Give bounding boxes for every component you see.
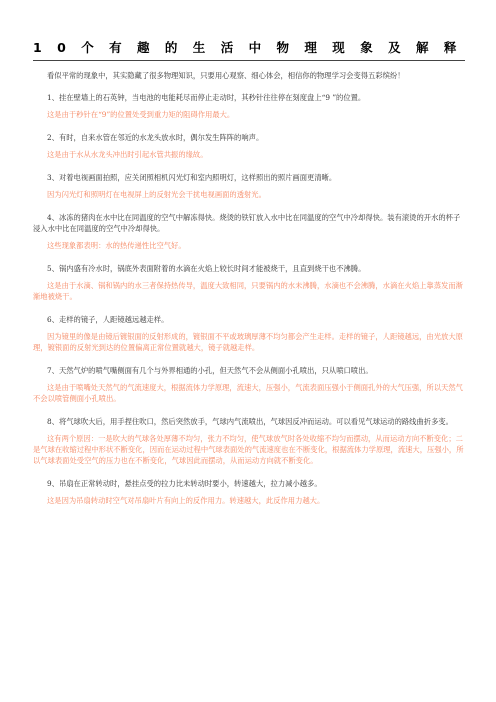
question-text: 4、冰冻的猪肉在水中比在同温度的空气中解冻得快。烧烫的铁钉放入水中比在同温度的空气中冷却得快。装有滚烫的开水的杯子浸入水中比在同温度的空气中冷却得快。 [33,213,461,233]
question-text: 5、锅内盛有冷水时，锅底外表面附着的水滴在火焰上较长时间才能被烧干，且直到烧干也不沸腾。 [47,264,366,273]
intro-paragraph: 看似平常的现象中，其实隐藏了很多物理知识，只要用心观察、细心体会，相信你的物理学习会变得五彩缤纷！ [47,71,405,80]
answer-text: 因为镜里的像是由镜后镀银面的反射形成的，镀银面不平或玻璃厚薄不均匀都会产生走样。走样的镜子，人距镜越远，由光放大原理，镀银面的反射光到达的位置偏离正常位置就越大，镜子就越走样。 [33,332,463,352]
item-9 [33,478,465,506]
question-text: 7、天然气炉的喷气嘴侧面有几个与外界相通的小孔，但天然气不会从侧面小孔喷出，只从喷口喷出。 [47,366,373,375]
answer-text: 这是由于秒针在“9”的位置处受到重力矩的阻碍作用最大。 [47,110,235,119]
item-4 [33,212,465,251]
item-8 [33,416,465,466]
question-text: 1、挂在壁墙上的石英钟，当电池的电能耗尽而停止走动时，其秒针往往停在刻度盘上“9 ”的位置。 [47,93,366,102]
answer-text: 这是由于水从水龙头冲出时引起水管共振的缘故。 [47,150,208,159]
item-1 [33,92,465,120]
question-text: 9、吊扇在正常转动时，悬挂点受的拉力比未转动时要小，转速越大，拉力减小越多。 [47,479,322,488]
answer-text: 这是因为吊扇转动时空气对吊扇叶片有向上的反作用力。转速越大，此反作用力越大。 [47,496,325,505]
item-5 [33,263,465,302]
item-6 [33,314,465,353]
item-7 [33,365,465,404]
title-divider [33,60,465,61]
answer-text: 因为闪光灯和照明灯在电视屏上的反射光会干扰电视画面的透射光。 [47,190,266,199]
answer-text: 这是由于水滴、锅和锅内的水三者保持热传导，温度大致相同，只要锅内的水未沸腾，水滴也不会沸腾，水滴在火焰上靠蒸发而渐渐地被烧干。 [33,281,463,301]
item-2 [33,132,465,160]
item-3 [33,172,465,200]
question-text: 3、对着电视画面拍照，应关闭照相机闪光灯和室内照明灯，这样照出的照片画面更清晰。 [47,173,337,182]
question-text: 6、走样的镜子，人距镜越远越走样。 [47,315,169,324]
answer-text: 这有两个原因：一是吹大的气球各处厚薄不均匀，张力不均匀，使气球放气时各处收缩不均匀而摆动，从而运动方向不断变化；二是气球在收缩过程中形状不断变化，因而在运动过程中气球表面处的气流速度也在不断变化，根据流体力学原理，流速大，压强小，所以气球表面处受空气的压力也在不断变化，气球因此而摆动，从而运动方向就不断变化。 [33,434,464,465]
answer-text: 这是由于喷嘴处天然气的气流速度大，根据流体力学原理，流速大，压强小，气流表面压强小于侧面孔外的大气压强，所以天然气不会以喷管侧面小孔喷出。 [33,383,463,403]
document-page [33,38,472,518]
question-text: 8、将气球吹大后，用手捏住吹口，然后突然放手，气球内气流喷出，气球因反冲而运动。可以看见气球运动的路线曲折多变。 [47,417,453,426]
answer-text: 这些现象都表明：水的热传递性比空气好。 [47,241,186,250]
page-title: 10个有趣的生活中物理现象及解释 [33,40,472,55]
question-text: 2、有时，自来水管在邻近的水龙头放水时，偶尔发生阵阵的响声。 [47,133,264,142]
